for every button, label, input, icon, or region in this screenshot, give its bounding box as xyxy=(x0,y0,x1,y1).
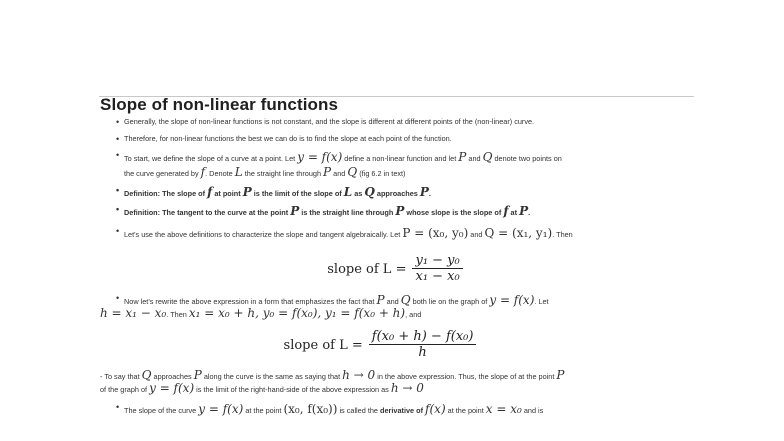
bullet-item: • Generally, the slope of non-linear functions is not constant, and the slope is different at different points of the (non-linear) curve. xyxy=(100,118,700,135)
math-expression: h → 0 xyxy=(342,368,376,382)
bullet-item: • To start, we define the slope of a curve at a point. Let y = f(x) define a non-linear function and let P and Q denote two points on the curve generated by f. Denote L the straight line through P and Q (fig 6.2 in text) xyxy=(100,151,700,186)
math-expression: x = x₀ xyxy=(485,402,522,416)
math-expression: y = f(x) xyxy=(149,381,195,395)
math-expression: y = f(x) xyxy=(198,402,244,416)
math-symbol: Q xyxy=(364,185,375,199)
math-expression: y = f(x) xyxy=(297,150,343,164)
math-symbol: Q xyxy=(141,368,152,382)
display-equation: slope of L = $\frac{\text{f(x₀ + h) − f(x₀)}}{h}$ xyxy=(60,324,700,366)
math-symbol: P xyxy=(323,165,332,179)
math-symbol: P xyxy=(458,150,467,164)
math-symbol: Q xyxy=(347,165,358,179)
bullet-item: • Definition: The slope of f at point P is the limit of the slope of L as Q approaches P. xyxy=(100,186,700,205)
math-expression: f(x) xyxy=(425,402,446,416)
math-symbol: P xyxy=(290,204,300,218)
content-body xyxy=(100,118,700,415)
math-expression: x₁ = x₀ + h, y₀ = f(x₀), y₁ = f(x₀ + h) xyxy=(188,306,406,320)
math-symbol: Q xyxy=(482,150,493,164)
math-expression: Q = (x₁, y₁) xyxy=(484,226,553,240)
math-symbol: P xyxy=(193,368,202,382)
math-expression: (x₀, f(x₀)) xyxy=(283,402,338,416)
math-symbol: L xyxy=(343,185,353,199)
bullet-item: • The slope of the curve y = f(x) at the point (x₀, f(x₀)) is called the derivative of f(x) at the point x = x₀ and is xyxy=(100,403,700,415)
bullet-item: • Definition: The tangent to the curve at the point P is the straight line through P whose slope is the slope of f at P. xyxy=(100,205,700,227)
bullet-item: • Therefore, for non-linear functions the best we can do is to find the slope at each point of the function. xyxy=(100,135,700,151)
math-symbol: f xyxy=(207,185,213,199)
math-symbol: P xyxy=(376,293,385,307)
math-symbol: P xyxy=(419,185,429,199)
fraction: $\frac{\text{y₁ − y₀}}{\text{x₁ − x₀}}$ xyxy=(412,253,462,286)
math-expression: h → 0 xyxy=(390,381,424,395)
math-symbol: L xyxy=(234,165,243,179)
math-expression: y = f(x) xyxy=(489,293,535,307)
math-symbol: P xyxy=(242,185,252,199)
math-symbol: f xyxy=(503,204,509,218)
math-symbol: Q xyxy=(400,293,411,307)
bullet-list xyxy=(100,294,700,324)
bullet-list xyxy=(100,118,700,247)
display-equation: slope of L = $\frac{\text{y₁ − y₀}}{\text{x₁ − x₀}}$ xyxy=(90,247,700,291)
math-symbol: P xyxy=(519,204,529,218)
math-symbol: P xyxy=(556,368,565,382)
bullet-item: • Let's use the above definitions to characterize the slope and tangent algebraically. Let P = (x₀, y₀) and Q = (x₁, y₁). Then xyxy=(100,227,700,247)
fraction: $\frac{\text{f(x₀ + h) − f(x₀)}}{h}$ xyxy=(369,329,477,362)
math-expression: h = x₁ − x₀ xyxy=(100,306,167,320)
bullet-list xyxy=(100,403,700,415)
paragraph: - To say that Q approaches P along the curve is the same as saying that h → 0 in the above expression. Thus, the slope of at the point P of the graph of y = f(x) is the limit of the right-hand-side of the above expression as h → 0 xyxy=(100,368,565,395)
math-symbol: f xyxy=(200,165,206,179)
page-title: Slope of non-linear functions xyxy=(100,95,339,114)
bullet-item: • Now let's rewrite the above expression in a form that emphasizes the fact that P and Q both lie on the graph of y = f(x). Let h = x₁ − x₀. Then x₁ = x₀ + h, y₀ = f(x₀), y₁ = f(x₀ + h), and xyxy=(100,294,700,324)
math-symbol: P xyxy=(395,204,405,218)
math-expression: P = (x₀, y₀) xyxy=(402,226,469,240)
